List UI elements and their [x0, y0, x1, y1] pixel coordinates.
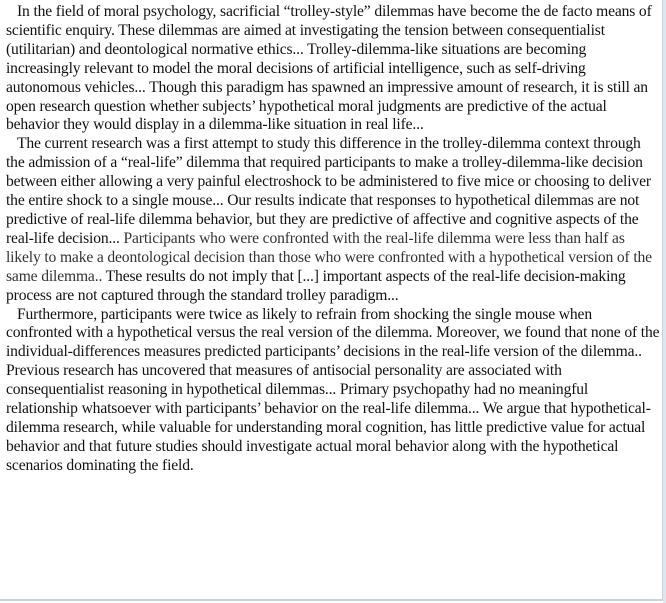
- paragraph-2-text-a: The current research was a first attempt to study this difference in the trolley-dilemma context through the admission of a “real-life” dilemma that required participants to make a trolley-dilemma-like decision between either allowing a very painful electroshock to be administered to five mice or choosing to deliver the entire shock to a single mouse... Our results indicate that responses to hypothetical dilemmas are not predictive of real-life dilemma behavior, but they are predictive of affective and cognitive aspects of the real-life decision...: [6, 135, 651, 247]
- document-body: [6, 3, 660, 476]
- paragraph-2-text-b: Participants who were confronted with the real-life dilemma were less than half as likely to make a deontological decision than those who were confronted with a hypothetical version of the same dilemma..: [6, 229, 652, 285]
- paragraph-2: [6, 135, 660, 305]
- paragraph-3-text: Furthermore, participants were twice as likely to refrain from shocking the single mouse when confronted with a hypothetical versus the real version of the dilemma. Moreover, we found that none of the individual-differences measures predicted participants’ decisions in the real-life version of the dilemma.. Previous research has uncovered that measures of antisocial personality are associated with consequentialist reasoning in hypothetical dilemmas... Primary psychopathy had no meaningful relationship whatsoever with participants’ behavior on the real-life dilemma... We argue that hypothetical-dilemma research, while valuable for understanding moral cognition, has little predictive value for actual behavior and that future studies should investigate actual moral behavior along with the hypothetical scenarios dominating the field.: [6, 305, 660, 474]
- paragraph-1: [6, 3, 660, 135]
- paragraph-3: [6, 306, 660, 476]
- paragraph-2-text-c: These results do not imply that [...] important aspects of the real-life decision-making process are not captured through the standard trolley paradigm...: [6, 267, 626, 304]
- paragraph-1-text: In the field of moral psychology, sacrificial “trolley-style” dilemmas have become the de facto means of scientific enquiry. These dilemmas are aimed at investigating the tension between consequentialist (utilitarian) and deontological normative ethics... Trolley-dilemma-like situations are becoming increasingly relevant to model the moral decisions of artificial intelligence, such as self-driving autonomous vehicles... Though this paradigm has spawned an impressive amount of research, it is still an open research question whether subjects’ hypothetical moral judgments are predictive of the actual behavior they would display in a dilemma-like situation in real life...: [6, 3, 652, 134]
